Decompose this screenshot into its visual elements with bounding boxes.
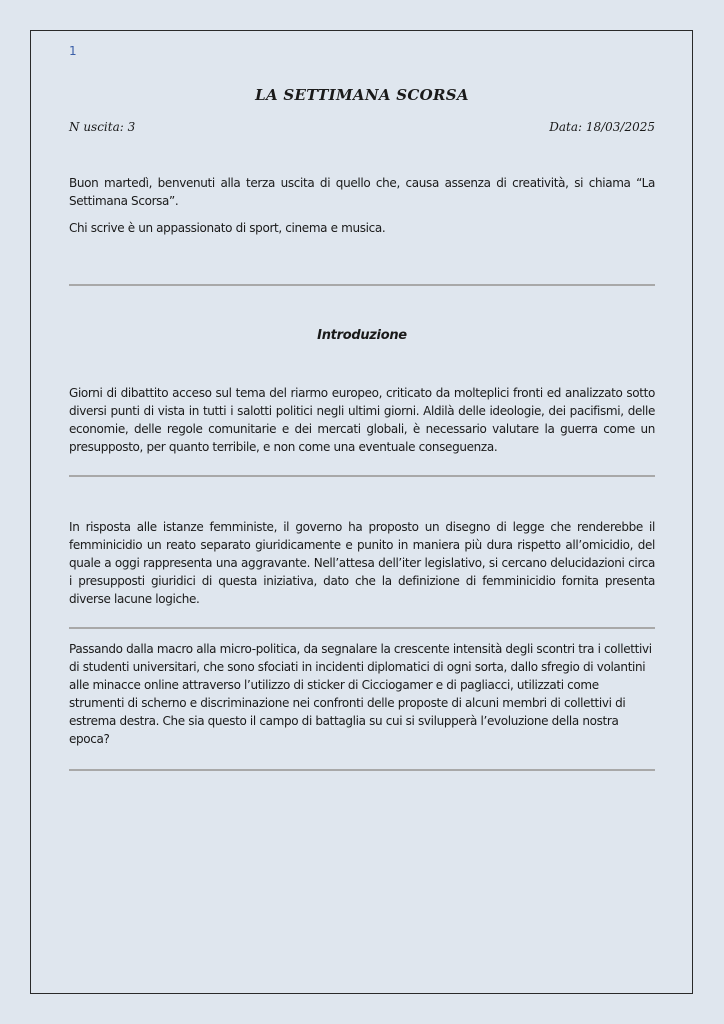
divider [69,627,655,629]
article-text: In risposta alle istanze femministe, il governo ha proposto un disegno di legge che renderebbe il femminicidio un reato separato giuridicamente e punito in maniera più dura rispetto all’omicidio, del quale a oggi rappresenta una aggravante. Nell’attesa dell’iter legislativo, si cercano delucidazioni circa i presupposti giuridici di questa iniziativa, dato che la definizione di femminicidio fornita presenta diverse lacune logiche. [69,520,655,606]
intro-paragraph-author: Chi scrive è un appassionato di sport, cinema e musica. [69,221,386,235]
intro-block [69,174,655,246]
article-paragraph-femicide [69,518,655,617]
article-paragraph-rearmament [69,384,655,465]
issue-number: N uscita: 3 [69,120,136,134]
document-title: LA SETTIMANA SCORSA [255,86,469,104]
divider [69,284,655,286]
issue-date: Data: 18/03/2025 [549,120,655,134]
section-heading: Introduzione [317,328,407,343]
article-text: Passando dalla macro alla micro-politica, da segnalare la crescente intensità degli scontri tra i collettivi di studenti universitari, che sono sfociati in incidenti diplomatici di ogni sorta, dallo sfregio di volantini alle minacce online attraverso l’utilizzo di sticker di Cicciogamer e di pagliacci, utilizzati come strumenti di scherno e discriminazione nei confronti delle proposte di alcuni membri di collettivi di estrema destra. Che sia questo il campo di battaglia su cui si svilupperà l’evoluzione della nostra epoca? [69,642,652,746]
divider [69,769,655,771]
intro-paragraph-welcome: Buon martedì, benvenuti alla terza uscita di quello che, causa assenza di creatività, si chiama “La Settimana Scorsa”. [69,176,655,208]
divider [69,475,655,477]
article-paragraph-student-collectives [69,640,655,757]
article-text: Giorni di dibattito acceso sul tema del riarmo europeo, criticato da molteplici fronti ed analizzato sotto diversi punti di vista in tutti i salotti politici negli ultimi giorni. Aldilà delle ideologie, dei pacifismi, delle economie, delle regole comunitarie e dei mercati globali, è necessario valutare la guerra come un presupposto, per quanto terribile, e non come una eventuale conseguenza. [69,386,655,454]
page-number: 1 [69,44,77,58]
